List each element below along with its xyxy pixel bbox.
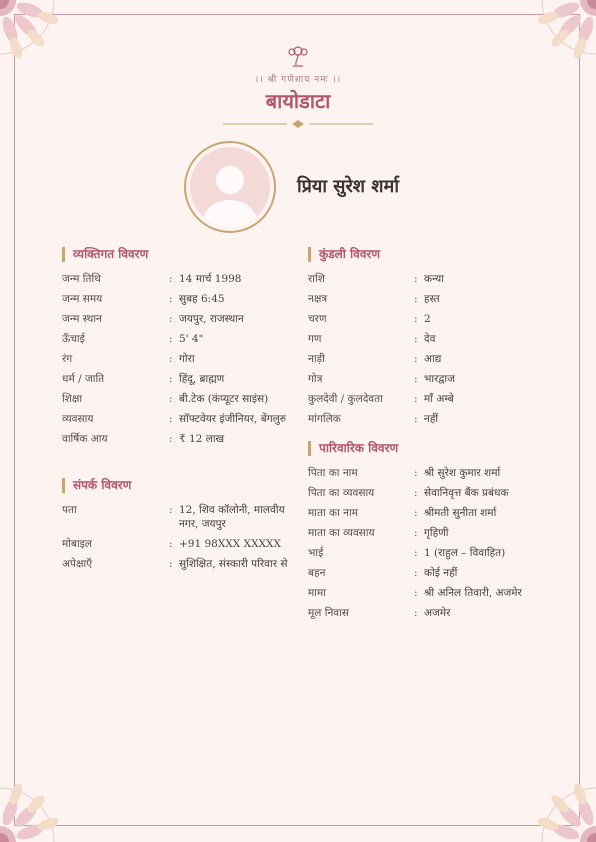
detail-value: 14 मार्च 1998	[179, 273, 242, 285]
detail-value: श्री सुरेश कुमार शर्मा	[424, 467, 501, 479]
detail-value: भारद्वाज	[424, 373, 455, 385]
detail-label: माता का व्यवसाय	[308, 527, 375, 539]
personal-details-list	[62, 272, 289, 452]
colon-separator: :	[414, 393, 418, 405]
detail-label: मामा	[308, 587, 326, 599]
detail-value: गृहिणी	[424, 527, 449, 539]
detail-value: +91 98XXX XXXXX	[179, 538, 281, 550]
header	[0, 44, 596, 128]
colon-separator: :	[414, 607, 418, 619]
detail-row	[308, 506, 564, 520]
detail-value: कोई नहीं	[424, 567, 458, 579]
detail-row	[308, 466, 564, 480]
detail-value: देव	[424, 333, 436, 345]
detail-value: श्रीमती सुनीता शर्मा	[424, 507, 497, 519]
detail-row	[308, 312, 564, 326]
detail-row	[308, 546, 564, 560]
detail-row	[62, 292, 289, 306]
detail-row	[308, 392, 564, 406]
colon-separator: :	[414, 353, 418, 365]
detail-row	[308, 526, 564, 540]
detail-row	[308, 566, 564, 580]
detail-label: नाड़ी	[308, 353, 325, 365]
profile-name: प्रिया सुरेश शर्मा	[297, 176, 399, 197]
colon-separator: :	[169, 413, 173, 425]
detail-row	[308, 352, 564, 366]
detail-value: 12, शिव कॉलोनी, मालवीय नगर, जयपुर	[179, 504, 285, 530]
section-title-contact: संपर्क विवरण	[62, 478, 131, 493]
detail-value: सुबह 6:45	[179, 293, 225, 305]
detail-label: गण	[308, 333, 322, 345]
detail-row	[62, 352, 289, 366]
detail-value: सुशिक्षित, संस्कारी परिवार से	[179, 558, 288, 570]
detail-row	[62, 312, 289, 326]
detail-value: नहीं	[424, 413, 439, 425]
detail-value: माँ अम्बे	[424, 393, 454, 405]
detail-value: हस्त	[424, 293, 440, 305]
detail-label: माता का नाम	[308, 507, 358, 519]
detail-row	[62, 412, 289, 426]
colon-separator: :	[169, 313, 173, 325]
detail-value: ₹ 12 लाख	[179, 433, 225, 445]
contact-details-list	[62, 503, 289, 577]
colon-separator: :	[414, 467, 418, 479]
detail-label: भाई	[308, 547, 324, 559]
colon-separator: :	[414, 567, 418, 579]
colon-separator: :	[169, 393, 173, 405]
colon-separator: :	[414, 587, 418, 599]
detail-value: आद्य	[424, 353, 442, 365]
colon-separator: :	[169, 558, 173, 570]
detail-row	[308, 332, 564, 346]
detail-row	[62, 537, 289, 551]
profile-photo	[184, 141, 276, 233]
colon-separator: :	[169, 538, 173, 550]
detail-label: चरण	[308, 313, 327, 325]
colon-separator: :	[169, 353, 173, 365]
detail-row	[62, 392, 289, 406]
detail-label: वार्षिक आय	[62, 433, 108, 445]
detail-label: मोबाइल	[62, 538, 92, 550]
detail-label: पता	[62, 504, 77, 516]
colon-separator: :	[169, 373, 173, 385]
colon-separator: :	[169, 333, 173, 345]
detail-label: राशि	[308, 273, 325, 285]
detail-label: जन्म समय	[62, 293, 103, 305]
colon-separator: :	[414, 527, 418, 539]
detail-row	[308, 486, 564, 500]
detail-label: पिता का नाम	[308, 467, 358, 479]
detail-value: हिंदू, ब्राह्मण	[179, 373, 225, 385]
title-divider	[223, 120, 373, 128]
detail-row	[308, 372, 564, 386]
ganesha-icon	[287, 44, 309, 68]
detail-row	[308, 412, 564, 426]
mantra-text: ।। श्री गणेशाय नमः ।।	[254, 75, 342, 85]
detail-label: व्यवसाय	[62, 413, 94, 425]
colon-separator: :	[169, 433, 173, 445]
colon-separator: :	[414, 313, 418, 325]
detail-row	[308, 292, 564, 306]
colon-separator: :	[414, 293, 418, 305]
colon-separator: :	[414, 547, 418, 559]
detail-label: जन्म तिथि	[62, 273, 101, 285]
colon-separator: :	[414, 273, 418, 285]
detail-value: जयपुर, राजस्थान	[179, 313, 244, 325]
corner-mandala-bottom-left	[0, 746, 96, 842]
family-details-list	[308, 466, 564, 626]
detail-value: बी.टेक (कंप्यूटर साइंस)	[179, 393, 269, 405]
detail-label: नक्षत्र	[308, 293, 328, 305]
detail-label: पिता का व्यवसाय	[308, 487, 375, 499]
avatar-placeholder-icon	[190, 147, 270, 227]
detail-label: ऊँचाई	[62, 333, 85, 345]
detail-value: 2	[424, 313, 431, 325]
detail-row	[308, 272, 564, 286]
detail-label: धर्म / जाति	[62, 373, 105, 385]
colon-separator: :	[414, 373, 418, 385]
detail-value: 5' 4"	[179, 333, 204, 345]
corner-mandala-bottom-right	[500, 746, 596, 842]
detail-label: कुलदेवी / कुलदेवता	[308, 393, 383, 405]
detail-value: सॉफ्टवेयर इंजीनियर, बेंगलुरु	[179, 413, 287, 425]
detail-value: सेवानिवृत्त बैंक प्रबंधक	[424, 487, 509, 499]
colon-separator: :	[414, 413, 418, 425]
detail-value: 1 (राहुल – विवाहित)	[424, 547, 506, 559]
detail-row	[308, 586, 564, 600]
detail-row	[62, 372, 289, 386]
colon-separator: :	[169, 504, 173, 516]
section-title-kundali: कुंडली विवरण	[308, 247, 380, 262]
detail-row	[308, 606, 564, 620]
section-title-family: पारिवारिक विवरण	[308, 441, 398, 456]
detail-label: शिक्षा	[62, 393, 83, 405]
detail-value: श्री अनिल तिवारी, अजमेर	[424, 587, 522, 599]
page-title: बायोडाटा	[265, 89, 331, 113]
detail-row	[62, 432, 289, 446]
detail-value: अजमेर	[424, 607, 451, 619]
detail-label: जन्म स्थान	[62, 313, 102, 325]
detail-label: मांगलिक	[308, 413, 341, 425]
detail-label: मूल निवास	[308, 607, 349, 619]
colon-separator: :	[169, 273, 173, 285]
detail-value: कन्या	[424, 273, 444, 285]
detail-label: बहन	[308, 567, 326, 579]
detail-value: गोरा	[179, 353, 195, 365]
kundali-details-list	[308, 272, 564, 432]
detail-row	[62, 272, 289, 286]
detail-row	[62, 332, 289, 346]
detail-label: अपेक्षाएँ	[62, 558, 93, 570]
colon-separator: :	[414, 507, 418, 519]
colon-separator: :	[414, 333, 418, 345]
detail-label: रंग	[62, 353, 73, 365]
colon-separator: :	[169, 293, 173, 305]
detail-label: गोत्र	[308, 373, 323, 385]
colon-separator: :	[414, 487, 418, 499]
detail-row	[62, 557, 289, 571]
section-title-personal: व्यक्तिगत विवरण	[62, 247, 148, 262]
detail-row	[62, 503, 289, 531]
